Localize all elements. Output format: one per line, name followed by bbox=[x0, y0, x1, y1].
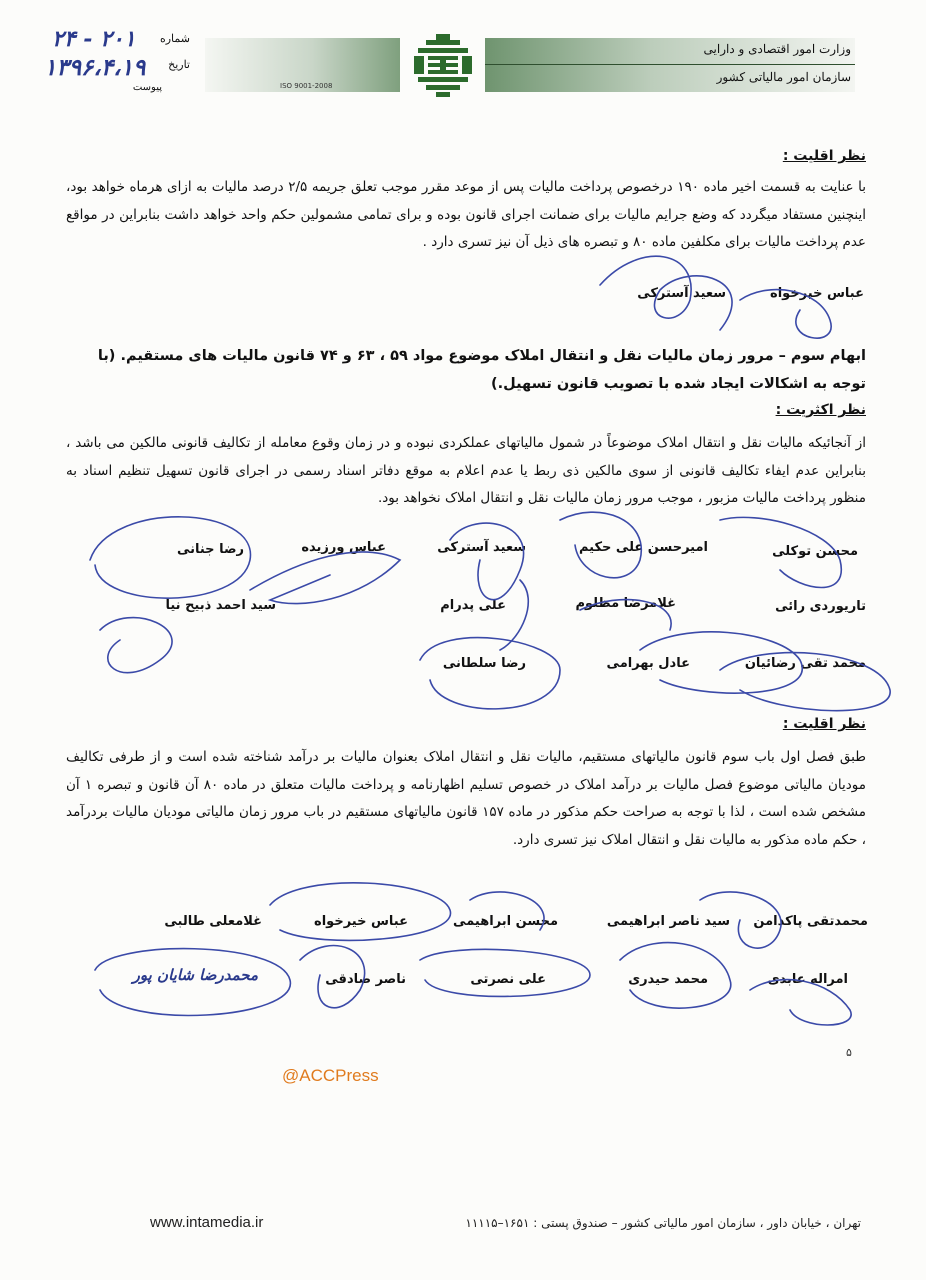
attachment-label: پیوست bbox=[132, 82, 162, 93]
band-divider bbox=[485, 64, 855, 65]
iso-label: ISO 9001-2008 bbox=[280, 82, 333, 90]
s3-signer-abedi: امراله عابدی bbox=[767, 972, 848, 987]
s2-signer-raei: تاریوردی رائی bbox=[775, 599, 866, 614]
s2-signer-bahrami: عادل بهرامی bbox=[606, 656, 690, 671]
section1-signer-1: عباس خیرخواه bbox=[770, 286, 864, 301]
s2-signer-soltani: رضا سلطانی bbox=[442, 656, 526, 671]
date-value: ۱۳۹۶،۴،۱۹ bbox=[44, 54, 146, 81]
letterhead-band bbox=[205, 38, 855, 94]
section2-text: از آنجائیکه مالیات نقل و انتقال املاک موضوعاً در شمول مالیاتهای عملکردی نبوده و در زمان وقوع معامله از تکالیف قانونی مالکین می باشد ، بنابراین عدم ایفاء تکالیف قانونی از سوی مالکین ذی ربط یا عدم اعلام به موقع دفاتر اسناد رسمی در اجرای قانون تسهیل تنظیم اسناد به منظور پرداخت مالیات مزبور ، موجب مرور زمان مالیات نقل و انتقال املاک نخواهد بود. bbox=[66, 435, 866, 506]
s3-signer-kheirkhah: عباس خیرخواه bbox=[314, 914, 408, 929]
s3-signer-pakdaman: محمدتقی پاکدامن bbox=[753, 914, 868, 929]
s2-signer-astaraki: سعید آسترکی bbox=[437, 540, 526, 555]
s2-signer-zabihnia: سید احمد ذبیح نیا bbox=[165, 598, 276, 613]
s2-signer-varzideh: عباس ورزیده bbox=[301, 540, 386, 555]
section2-heading: نظر اکثریت : bbox=[775, 402, 866, 418]
letter-meta bbox=[30, 28, 200, 108]
s2-signer-mazloum: غلامرضا مظلوم bbox=[575, 596, 676, 611]
section1-signer-2: سعید آسترکی bbox=[637, 286, 726, 301]
issue3-title: ابهام سوم – مرور زمان مالیات نقل و انتقال املاک موضوع مواد ۵۹ ، ۶۳ و ۷۴ قانون مالیات های مستقیم. (با توجه به اشکالات ایجاد شده با تصویب قانون تسهیل.) bbox=[97, 348, 866, 392]
s3-signer-mebrahimi: محسن ابراهیمی bbox=[453, 914, 558, 929]
footer-website: www.intamedia.ir bbox=[150, 1214, 264, 1231]
number-value: ۲۰۱ - ۲۴ bbox=[52, 26, 136, 52]
section1-text: با عنایت به قسمت اخیر ماده ۱۹۰ درخصوص پرداخت مالیات پس از موعد مقرر موجب تعلق جریمه ۲/۵ درصد مالیات به ازای هرماه خواهد بود، اینچنین مستفاد میگردد که وضع جرایم مالیات برای ضمانت اجرای قانون بوده و برای تمامی مشمولین حکم واحد خواهد داشت بنابراین در مواقع عدم پرداخت مالیات برای مکلفین ماده ۸۰ و تبصره های ذیل آن نیز تسری دارد . bbox=[66, 179, 867, 250]
s3-signer-nebrahimi: سید ناصر ابراهیمی bbox=[606, 914, 730, 929]
date-label: تاریخ bbox=[168, 58, 190, 71]
s2-signer-alihakim: امیرحسن علی حکیم bbox=[578, 540, 708, 555]
ministry-name: وزارت امور اقتصادی و دارایی bbox=[703, 42, 851, 56]
number-label: شماره bbox=[159, 32, 190, 45]
organization-name: سازمان امور مالیاتی کشور bbox=[716, 70, 851, 84]
section3-text: طبق فصل اول باب سوم قانون مالیاتهای مستقیم، مالیات نقل و انتقال املاک بعنوان مالیات بر درآمد شناخته شده است و از طرفی تکالیف مودیان مالیاتی موضوع فصل مالیات بر درآمد املاک در خصوص تسلیم اظهارنامه و پرداخت مالیات متعلق در ماده ۸۰ آن قانون و تبصره ۱ آن مشخص شده است ، لذا با توجه به صراحت حکم مذکور در ماده ۱۵۷ قانون مالیاتهای مستقیم در باب مرور زمان مالیاتی مودیان مالیات بردرآمد ، حکم ماده مذکور به مالیات نقل و انتقال املاک نیز تسری دارد. bbox=[66, 749, 866, 848]
section1-heading: نظر اقلیت : bbox=[782, 148, 866, 164]
footer-address: تهران ، خیابان داور ، سازمان امور مالیاتی کشور – صندوق پستی : ۱۶۵۱–۱۱۱۱۵ bbox=[465, 1216, 861, 1230]
s2-signer-rezaeian: محمد تقی رضائیان bbox=[744, 656, 866, 671]
s3-signer-talebi: غلامعلی طالبی bbox=[164, 914, 262, 929]
tax-organization-logo-icon bbox=[410, 32, 476, 98]
section3-heading: نظر اقلیت : bbox=[782, 716, 866, 732]
s3-signer-heydari: محمد حیدری bbox=[628, 972, 708, 987]
s3-signer-shayanpour: محمدرضا شایان پور bbox=[132, 966, 258, 984]
s2-signer-tavakoli: محسن توکلی bbox=[772, 544, 858, 559]
s3-signer-sadeghi: ناصر صادقی bbox=[325, 972, 406, 987]
s3-signer-nosrati: علی نصرتی bbox=[470, 972, 546, 987]
watermark: @ACCPress bbox=[282, 1066, 379, 1085]
s2-signer-pedram: علی پدرام bbox=[440, 598, 506, 613]
s2-signer-janani: رضا جنانی bbox=[176, 542, 244, 557]
page-number: ۵ bbox=[846, 1046, 852, 1059]
